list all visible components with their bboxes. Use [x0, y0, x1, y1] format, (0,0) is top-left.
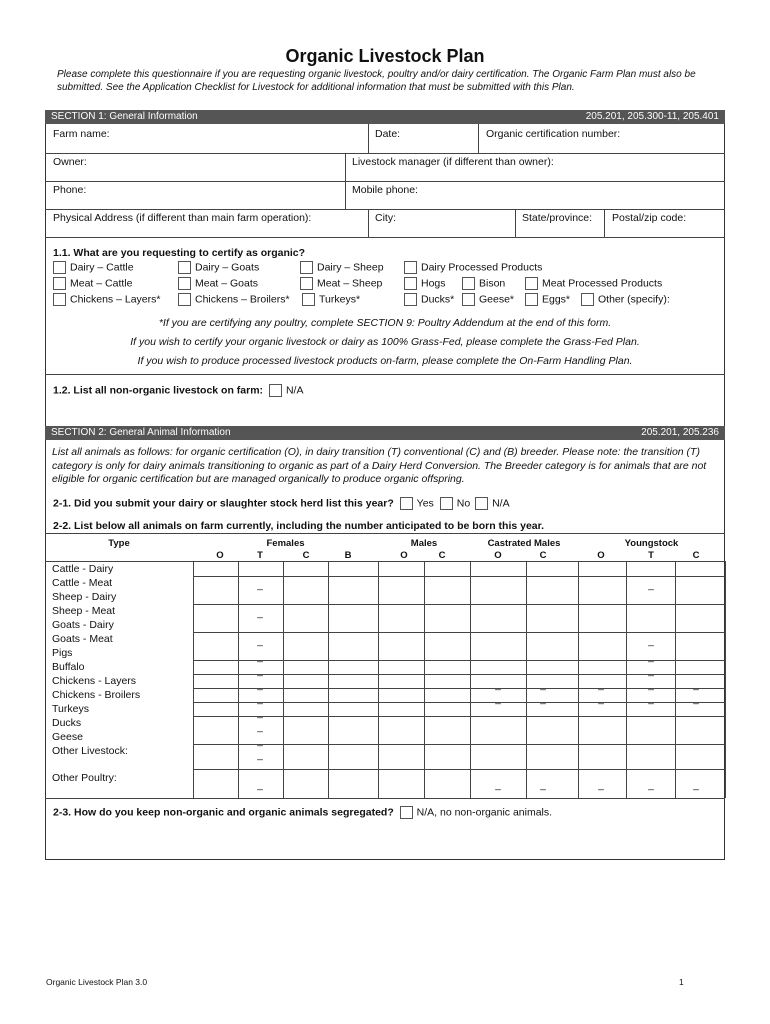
table-row-label: Cattle - Dairy	[52, 563, 114, 575]
empty-mark: _	[693, 780, 699, 791]
empty-mark: _	[257, 722, 263, 733]
table-row-label: Other Livestock:	[52, 745, 128, 757]
checkbox[interactable]	[302, 293, 315, 306]
table-row-label: Chickens - Layers	[52, 675, 137, 687]
empty-mark: _	[540, 694, 546, 705]
checkbox[interactable]	[581, 293, 594, 306]
subcol-c: C	[438, 550, 446, 561]
table-row-label: Sheep - Dairy	[52, 591, 117, 603]
q21-na: N/A	[492, 497, 510, 510]
subcol-t: T	[648, 550, 654, 561]
opt-dairy-cattle[interactable]: Dairy – Cattle	[53, 261, 134, 274]
q21-yes: Yes	[416, 497, 434, 510]
empty-mark: _	[540, 780, 546, 791]
opt-turkeys[interactable]: Turkeys*	[302, 293, 360, 306]
section1-refs: 205.201, 205.300-11, 205.401	[585, 111, 719, 122]
checkbox[interactable]	[462, 293, 475, 306]
date-field[interactable]: Date:	[375, 128, 401, 140]
subcol-b: B	[344, 550, 352, 561]
empty-mark: _	[257, 636, 263, 647]
empty-mark: _	[257, 708, 263, 719]
q23-question: 2-3. How do you keep non-organic and organic animals segregated?	[53, 806, 394, 819]
section2-refs: 205.201, 205.236	[641, 427, 719, 438]
empty-mark: _	[648, 636, 654, 647]
checkbox[interactable]	[300, 261, 313, 274]
checkbox[interactable]	[53, 277, 66, 290]
subcol-t: T	[257, 550, 263, 561]
empty-mark: _	[257, 694, 263, 705]
checkbox[interactable]	[462, 277, 475, 290]
empty-mark: _	[648, 580, 654, 591]
section2-header	[45, 426, 725, 440]
footer-page: 1	[679, 977, 684, 987]
farm-name-field[interactable]: Farm name:	[53, 128, 110, 140]
checkbox[interactable]	[53, 261, 66, 274]
opt-dairy-sheep[interactable]: Dairy – Sheep	[300, 261, 384, 274]
opt-geese[interactable]: Geese*	[462, 293, 514, 306]
checkbox[interactable]	[400, 497, 413, 510]
col-castrated: Castrated Males	[487, 538, 561, 549]
empty-mark: _	[257, 608, 263, 619]
empty-mark: _	[648, 694, 654, 705]
opt-hogs[interactable]: Hogs	[404, 277, 446, 290]
table-row-label: Goats - Dairy	[52, 619, 114, 631]
subcol-c: C	[692, 550, 700, 561]
cert-number-field[interactable]: Organic certification number:	[486, 128, 621, 140]
empty-mark: _	[648, 666, 654, 677]
q21-row	[53, 497, 510, 510]
empty-mark: _	[257, 666, 263, 677]
opt-dairy-processed[interactable]: Dairy Processed Products	[404, 261, 542, 274]
empty-mark: _	[257, 736, 263, 747]
checkbox[interactable]	[178, 293, 191, 306]
checkbox[interactable]	[178, 261, 191, 274]
opt-ducks[interactable]: Ducks*	[404, 293, 454, 306]
manager-field[interactable]: Livestock manager (if different than owner):	[352, 156, 554, 168]
empty-mark: _	[648, 780, 654, 791]
q21-question: 2-1. Did you submit your dairy or slaughter stock herd list this year?	[53, 497, 394, 510]
checkbox[interactable]	[269, 384, 282, 397]
table-row-label: Buffalo	[52, 661, 85, 673]
empty-mark: _	[257, 652, 263, 663]
empty-mark: _	[598, 780, 604, 791]
empty-mark: _	[495, 780, 501, 791]
q12-question: 1.2. List all non-organic livestock on farm:	[53, 384, 264, 397]
col-type: Type	[108, 538, 130, 549]
page-title: Organic Livestock Plan	[285, 46, 485, 66]
empty-mark: _	[648, 680, 654, 691]
empty-mark: _	[257, 780, 263, 791]
checkbox[interactable]	[440, 497, 453, 510]
checkbox[interactable]	[404, 277, 417, 290]
mobile-field[interactable]: Mobile phone:	[352, 184, 418, 196]
table-row-label: Cattle - Meat	[52, 577, 113, 589]
subcol-o: O	[216, 550, 224, 561]
opt-meat-cattle[interactable]: Meat – Cattle	[53, 277, 132, 290]
opt-meat-sheep[interactable]: Meat – Sheep	[300, 277, 382, 290]
checkbox[interactable]	[404, 293, 417, 306]
owner-field[interactable]: Owner:	[53, 156, 87, 168]
col-youngstock: Youngstock	[624, 538, 679, 549]
intro-text: Please complete this questionnaire if you are requesting organic livestock, poultry and/or dairy certification. The Organic Farm Plan must also be submitted. See the Application Checklist for Livestock for additional information that must be submitted with this Plan.	[57, 69, 696, 93]
empty-mark: _	[598, 694, 604, 705]
section2-instructions: List all animals as follows: for organic certification (O), in dairy transition (T) conventional (C) and (B) breeder. Please note: the transition (T) category is only for dairy animals transitioning to organic as part of a Dairy Herd Conversion. The Breeder category is for animals that are not eligible for organic certification but are managed organically to produce organic offspring.	[52, 446, 707, 485]
footer-left: Organic Livestock Plan 3.0	[46, 977, 148, 987]
checkbox[interactable]	[53, 293, 66, 306]
opt-eggs[interactable]: Eggs*	[525, 293, 570, 306]
section1-label: SECTION 1: General Information	[51, 111, 198, 122]
checkbox[interactable]	[178, 277, 191, 290]
phone-field[interactable]: Phone:	[53, 184, 87, 196]
checkbox[interactable]	[300, 277, 313, 290]
subcol-o: O	[597, 550, 605, 561]
checkbox[interactable]	[400, 806, 413, 819]
q23-row	[53, 806, 552, 819]
opt-bison[interactable]: Bison	[462, 277, 505, 290]
table-row-label: Turkeys	[52, 703, 89, 715]
table-row-label: Chickens - Broilers	[52, 689, 141, 701]
q22-question: 2-2. List below all animals on farm currently, including the number anticipated to be born this year.	[53, 520, 545, 532]
empty-mark: _	[540, 680, 546, 691]
table-row-label: Other Poultry:	[52, 772, 117, 784]
subcol-o: O	[494, 550, 502, 561]
subcol-c: C	[302, 550, 310, 561]
opt-meat-processed[interactable]: Meat Processed Products	[525, 277, 662, 290]
empty-mark: _	[257, 580, 263, 591]
empty-mark: _	[648, 652, 654, 663]
poultry-note: *If you are certifying any poultry, complete SECTION 9: Poultry Addendum at the end of this form.	[158, 317, 612, 329]
handling-note: If you wish to produce processed livestock products on-farm, please complete the On-Farm Handling Plan.	[137, 355, 633, 367]
checkbox[interactable]	[525, 293, 538, 306]
opt-other[interactable]: Other (specify):	[581, 293, 670, 306]
q12-row	[53, 384, 303, 397]
q11-question: 1.1. What are you requesting to certify as organic?	[53, 247, 306, 259]
empty-mark: _	[495, 694, 501, 705]
opt-chickens-layers[interactable]: Chickens – Layers*	[53, 293, 160, 306]
checkbox[interactable]	[475, 497, 488, 510]
table-row-label: Ducks	[52, 717, 82, 729]
empty-mark: _	[693, 694, 699, 705]
section2-label: SECTION 2: General Animal Information	[51, 427, 231, 438]
table-row-label: Sheep - Meat	[52, 605, 116, 617]
state-field[interactable]: State/province:	[522, 212, 593, 224]
q23-na: N/A, no non-organic animals.	[416, 806, 553, 819]
empty-mark: _	[257, 680, 263, 691]
zip-field[interactable]: Postal/zip code:	[612, 212, 687, 224]
city-field[interactable]: City:	[375, 212, 396, 224]
empty-mark: _	[495, 680, 501, 691]
col-females: Females	[266, 538, 305, 549]
opt-chickens-broilers[interactable]: Chickens – Broilers*	[178, 293, 290, 306]
empty-mark: _	[257, 750, 263, 761]
subcol-c: C	[539, 550, 547, 561]
section1-header	[45, 110, 725, 124]
checkbox[interactable]	[404, 261, 417, 274]
empty-mark: _	[693, 680, 699, 691]
q21-no: No	[456, 497, 471, 510]
table-row-label: Pigs	[52, 647, 73, 659]
opt-dairy-goats[interactable]: Dairy – Goats	[178, 261, 259, 274]
col-males: Males	[410, 538, 438, 549]
empty-mark: _	[598, 680, 604, 691]
q12-na: N/A	[285, 384, 304, 397]
opt-meat-goats[interactable]: Meat – Goats	[178, 277, 258, 290]
table-row-label: Goats - Meat	[52, 633, 113, 645]
table-row-label: Geese	[52, 731, 83, 743]
checkbox[interactable]	[525, 277, 538, 290]
subcol-o: O	[400, 550, 408, 561]
grassfed-note: If you wish to certify your organic livestock or dairy as 100% Grass-Fed, please complete the Grass-Fed Plan.	[130, 336, 640, 348]
address-field[interactable]: Physical Address (if different than main farm operation):	[53, 212, 312, 224]
